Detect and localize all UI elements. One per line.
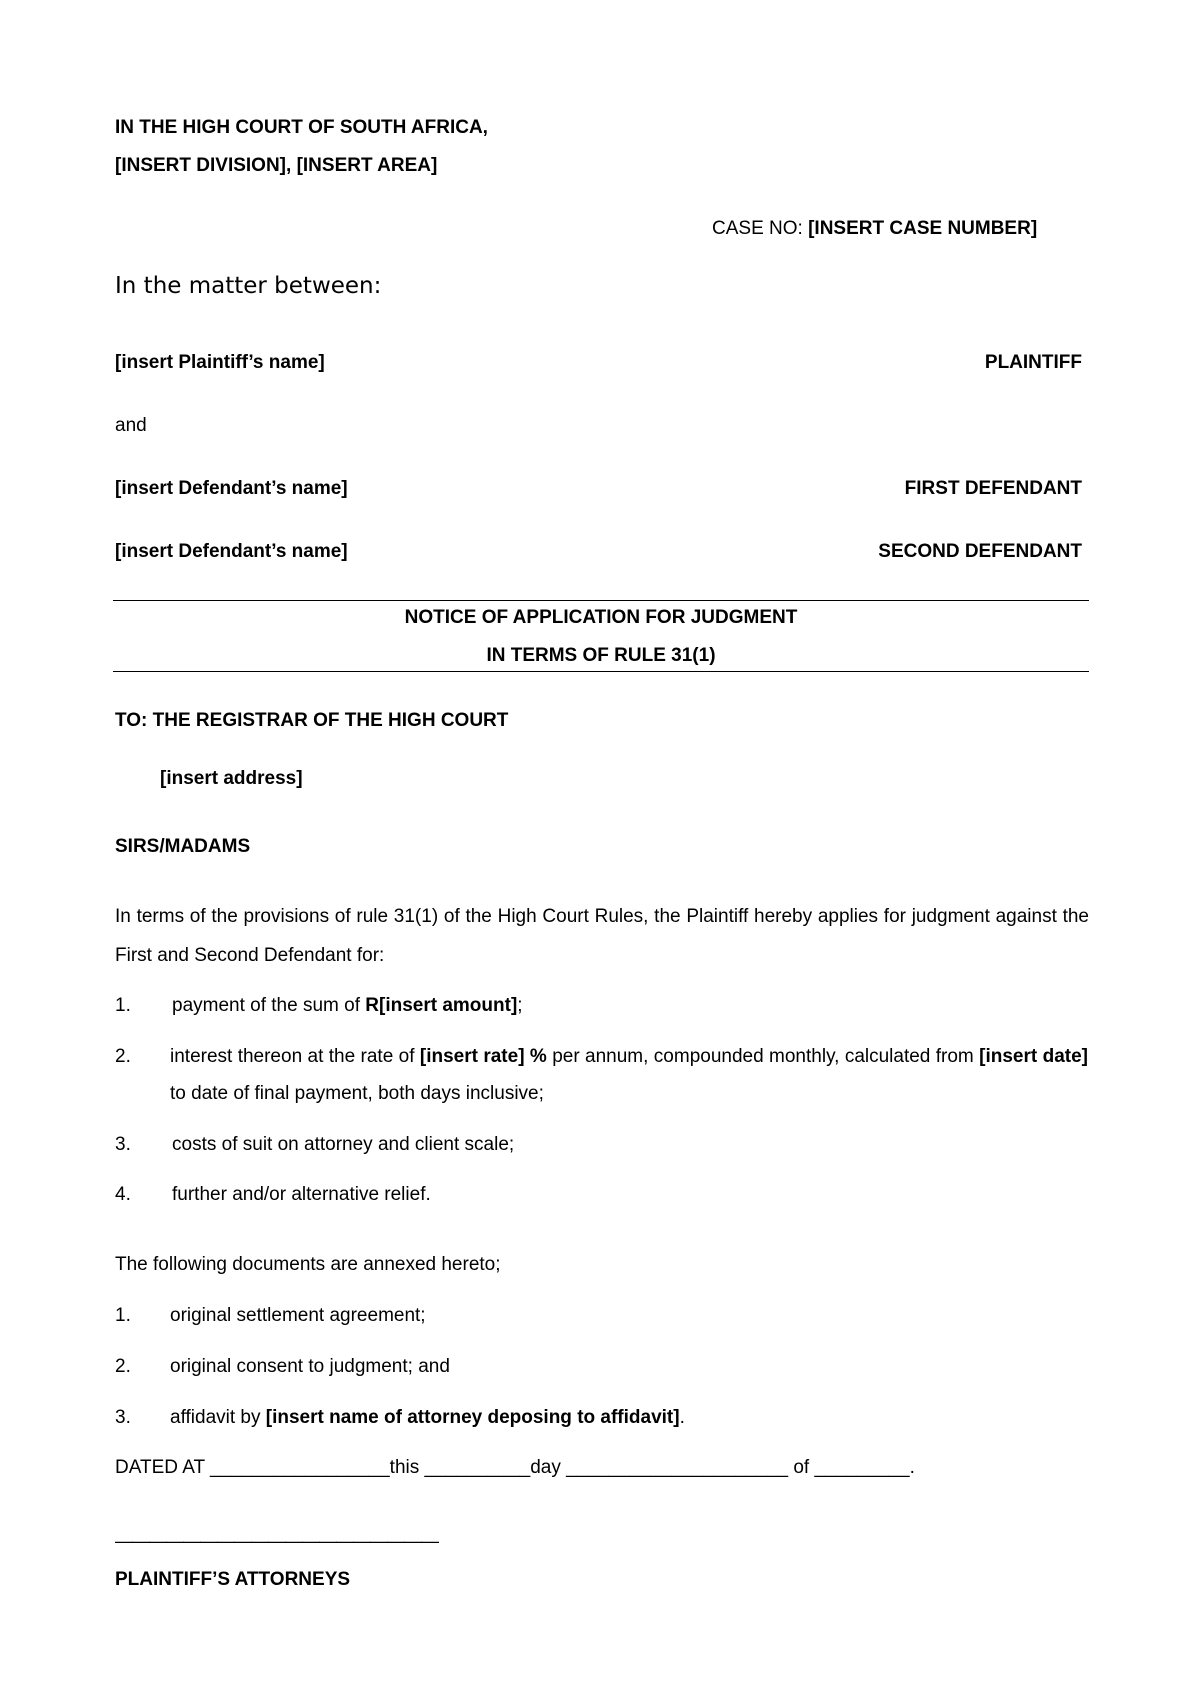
relief-number: 4. [115,1184,131,1205]
matter-intro: In the matter between: [115,273,382,299]
notice-title: NOTICE OF APPLICATION FOR JUDGMENT [404,607,798,628]
signature-line: ——————————————————— [115,1531,438,1551]
second-defendant-role: SECOND DEFENDANT [878,541,1082,562]
application-intro: In terms of the provisions of rule 31(1) of the High Court Rules, the Plaintiff hereby applies for judgment against the First and Second Defendant for: [115,906,1089,966]
dated-line: DATED AT _________________this __________day _____________________ of _________. [115,1457,915,1478]
relief-item-payment: payment of the sum of R[insert amount]; [172,995,523,1016]
relief-number: 2. [115,1046,131,1067]
addressee-to: TO: THE REGISTRAR OF THE HIGH COURT [115,710,509,731]
signatory: PLAINTIFF’S ATTORNEYS [115,1569,351,1590]
notice-subtitle: IN TERMS OF RULE 31(1) [486,645,716,666]
and-conjunction: and [115,415,147,436]
case-number [712,218,1037,240]
annexure-number: 3. [115,1407,131,1428]
annexure-number: 2. [115,1356,131,1377]
case-no-label: CASE NO: [712,218,803,239]
title-bottom-rule [113,671,1089,672]
relief-number: 3. [115,1134,131,1155]
plaintiff-role: PLAINTIFF [984,352,1082,373]
first-defendant-name: [insert Defendant’s name] [115,478,348,499]
relief-item-interest: interest thereon at the rate of [insert rate] % per annum, compounded monthly, calculated from [insert date] to date of final payment, both days inclusive; [170,1046,1089,1104]
blank-place: _________________ [210,1457,390,1478]
blank-day: _____________________ [566,1457,789,1478]
relief-number: 1. [115,995,131,1016]
relief-item-costs: costs of suit on attorney and client scale; [172,1134,515,1155]
first-defendant-role: FIRST DEFENDANT [904,478,1082,499]
second-defendant-name: [insert Defendant’s name] [115,541,348,562]
annexure-consent: original consent to judgment; and [170,1356,450,1377]
registrar-address: [insert address] [160,768,303,789]
court-name: IN THE HIGH COURT OF SOUTH AFRICA, [115,117,488,138]
case-no-value: [INSERT CASE NUMBER] [808,218,1038,239]
annexure-number: 1. [115,1305,131,1326]
court-division: [INSERT DIVISION], [INSERT AREA] [115,155,438,176]
annexures-intro: The following documents are annexed hereto; [115,1254,501,1275]
annexure-affidavit: affidavit by [insert name of attorney deposing to affidavit]. [170,1407,685,1428]
plaintiff-name: [insert Plaintiff’s name] [115,352,325,373]
salutation: SIRS/MADAMS [115,836,251,857]
blank-this: __________ [424,1457,531,1478]
blank-of: _________ [814,1457,910,1478]
title-top-rule [113,600,1089,601]
relief-item-further: further and/or alternative relief. [172,1184,431,1205]
annexure-settlement: original settlement agreement; [170,1305,426,1326]
